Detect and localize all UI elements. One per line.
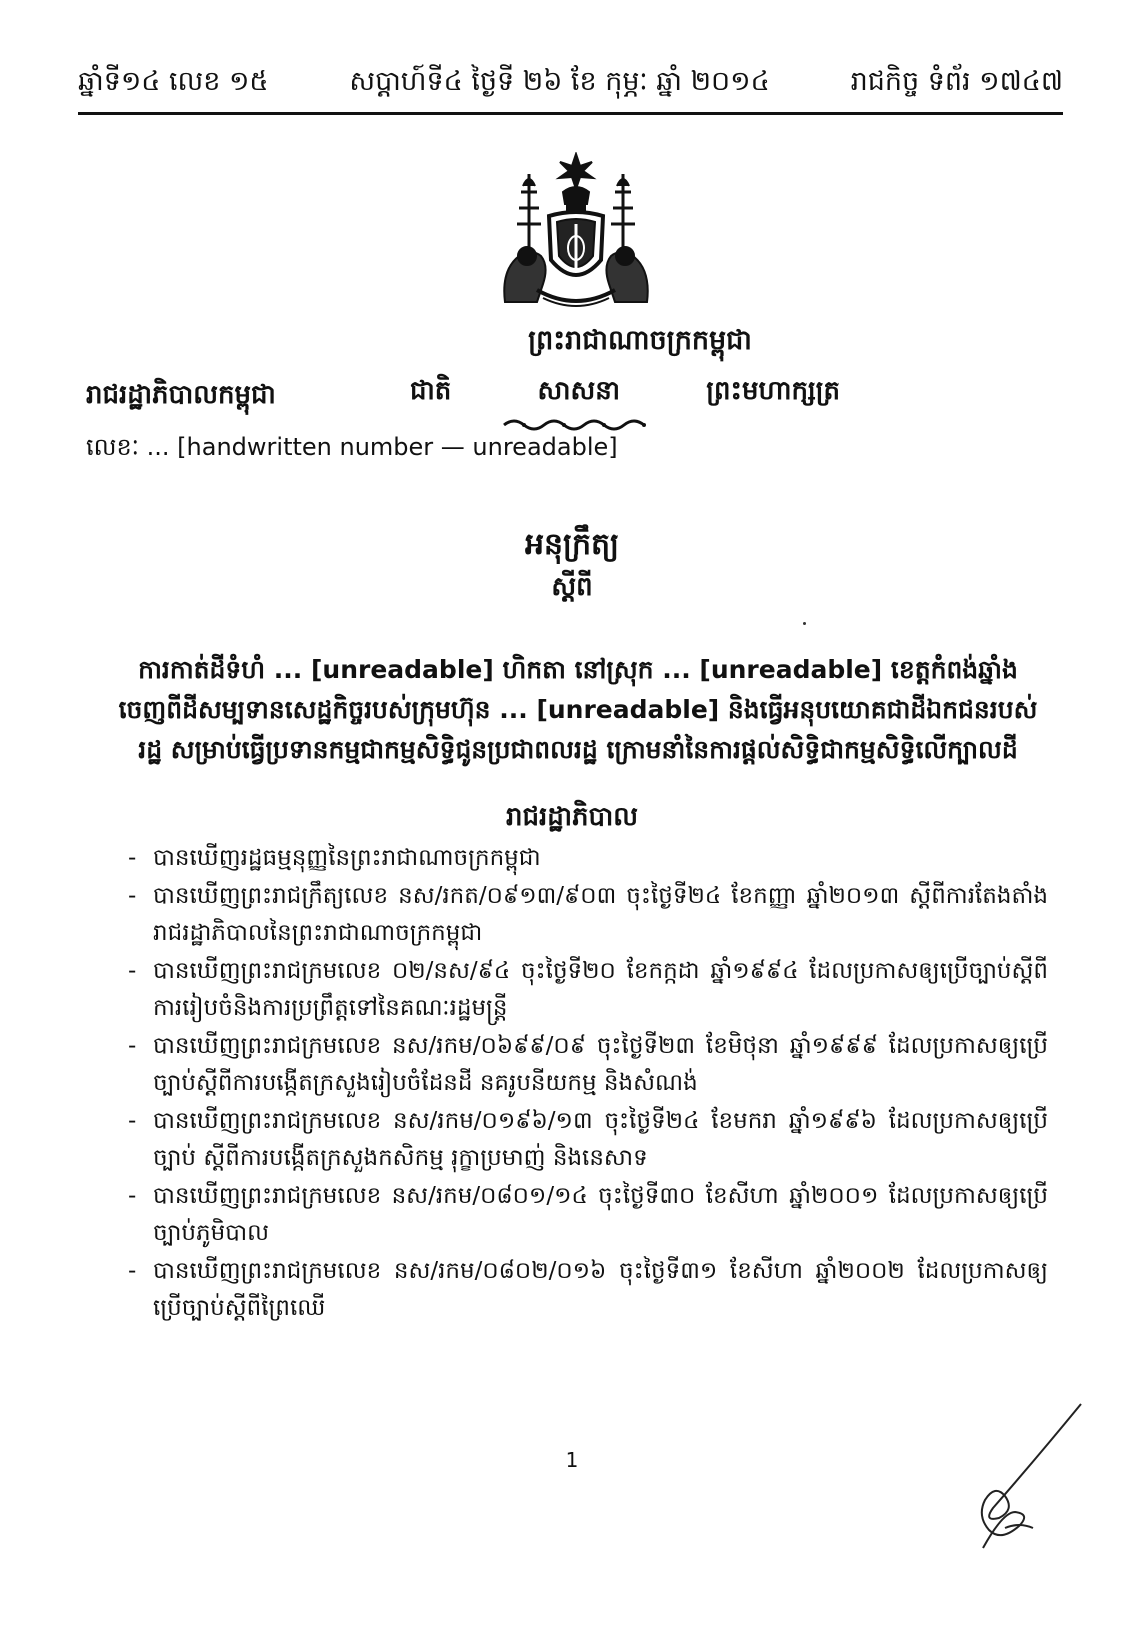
list-dash: -: [128, 1033, 137, 1059]
list-dash: -: [128, 1108, 137, 1134]
list-item: [128, 840, 1048, 877]
list-item: [128, 1028, 1048, 1102]
list-item-text: បានឃើញព្រះរាជក្រមលេខ នស/រកម/០៦៩៩/០៩ ចុះថ្ងៃទី២៣ ខែមិថុនា ឆ្នាំ១៩៩៩ ដែលប្រកាសឲ្យប្រើច្បាប់ស្តីពីការបង្កើតក្រសួងរៀបចំដែនដី នគរូបនីយកម្ម និងសំណង់: [153, 1033, 1048, 1096]
list-item: [128, 1253, 1048, 1327]
list-item: [128, 953, 1048, 1027]
considerations-title: រាជរដ្ឋាភិបាល: [505, 802, 639, 832]
list-item-text: បានឃើញព្រះរាជក្រមលេខ នស/រកម/០៨០១/១៤ ចុះថ្ងៃទី៣០ ខែសីហា ឆ្នាំ២០០១ ដែលប្រកាសឲ្យប្រើច្បាប់ភូមិបាល: [153, 1183, 1048, 1246]
list-item-text: បានឃើញរដ្ឋធម្មនុញ្ញនៃព្រះរាជាណាចក្រកម្ពុជា: [153, 845, 541, 871]
list-item: [128, 878, 1048, 952]
list-dash: -: [128, 1183, 137, 1209]
handwritten-signature-icon: [975, 1400, 1095, 1550]
motto-king: ព្រះមហាក្សត្រ: [706, 376, 840, 406]
list-item: [128, 1103, 1048, 1177]
gazette-header: [78, 62, 1063, 102]
document-type: អនុក្រឹត្យ: [524, 527, 620, 562]
issuer-name: រាជរដ្ឋាភិបាលកម្ពុជា: [86, 380, 276, 410]
list-item-text: បានឃើញព្រះរាជក្រមលេខ នស/រកម/០១៩៦/១៣ ចុះថ្ងៃទី២៤ ខែមករា ឆ្នាំ១៩៩៦ ដែលប្រកាសឲ្យប្រើច្បាប់ ស្តីពីការបង្កើតក្រសួងកសិកម្ម រុក្ខាប្រមាញ់ និងនេសាទ: [153, 1108, 1048, 1171]
page-number: 1: [565, 1448, 579, 1472]
reference-number: លេខៈ ... [handwritten number — unreadable]: [86, 433, 618, 461]
list-dash: -: [128, 883, 137, 909]
motto-religion: សាសនា: [537, 376, 621, 406]
document-subject: ការកាត់ដីទំហំ ... [unreadable] ហិកតា នៅស្រុក ... [unreadable] ខេត្តកំពង់ឆ្នាំង ចេញពីដីសម្បទានសេដ្ឋកិច្ចរបស់ក្រុមហ៊ុន ... [unreadable] និងធ្វើអនុបយោគជាដីឯកជនរបស់រដ្ឋ សម្រាប់ធ្វើប្រទានកម្មជាកម្មសិទ្ធិជូនប្រជាពលរដ្ឋ ក្រោមនាំនៃការផ្តល់សិទ្ធិជាកម្មសិទ្ធិលើក្បាលដី: [118, 655, 1038, 764]
national-motto: [410, 374, 840, 412]
tiger-tail-ornament-icon: [502, 415, 652, 431]
list-dash: -: [128, 845, 137, 871]
list-item: [128, 1178, 1048, 1252]
considerations-list: [128, 840, 1048, 1328]
royal-coat-of-arms-icon: [497, 152, 655, 312]
list-item-text: បានឃើញព្រះរាជក្រឹត្យលេខ នស/រកត/០៩១៣/៩០៣ ចុះថ្ងៃទី២៤ ខែកញ្ញា ឆ្នាំ២០១៣ ស្តីពីការតែងតាំងរាជរដ្ឋាភិបាលនៃព្រះរាជាណាចក្រកម្ពុជា: [153, 883, 1048, 946]
list-item-text: បានឃើញព្រះរាជក្រមលេខ នស/រកម/០៨០២/០១៦ ចុះថ្ងៃទី៣១ ខែសីហា ឆ្នាំ២០០២ ដែលប្រកាសឲ្យប្រើច្បាប់ស្តីពីព្រៃឈើ: [153, 1258, 1048, 1321]
motto-nation: ជាតិ: [410, 376, 452, 406]
kingdom-name: ព្រះរាជាណាចក្រកម្ពុជា: [528, 325, 752, 356]
header-rule: [78, 112, 1063, 115]
gazette-date: សប្តាហ៍ទី៤ ថ្ងៃទី ២៦ ខែ កុម្ភៈ ឆ្នាំ ២០១៤: [349, 66, 770, 97]
document-about: ស្តីពី: [551, 572, 593, 602]
list-dash: -: [128, 958, 137, 984]
scan-speck: [803, 622, 806, 625]
list-dash: -: [128, 1258, 137, 1284]
gazette-year-issue: ឆ្នាំទី១៤ លេខ ១៥: [78, 66, 269, 97]
list-item-text: បានឃើញព្រះរាជក្រមលេខ ០២/នស/៩៤ ចុះថ្ងៃទី២០ ខែកក្កដា ឆ្នាំ១៩៩៤ ដែលប្រកាសឲ្យប្រើច្បាប់ស្តីពីការរៀបចំនិងការប្រព្រឹត្តទៅនៃគណៈរដ្ឋមន្ត្រី: [153, 958, 1048, 1021]
gazette-page: រាជកិច្ច ទំព័រ ១៧៤៧: [850, 66, 1063, 97]
